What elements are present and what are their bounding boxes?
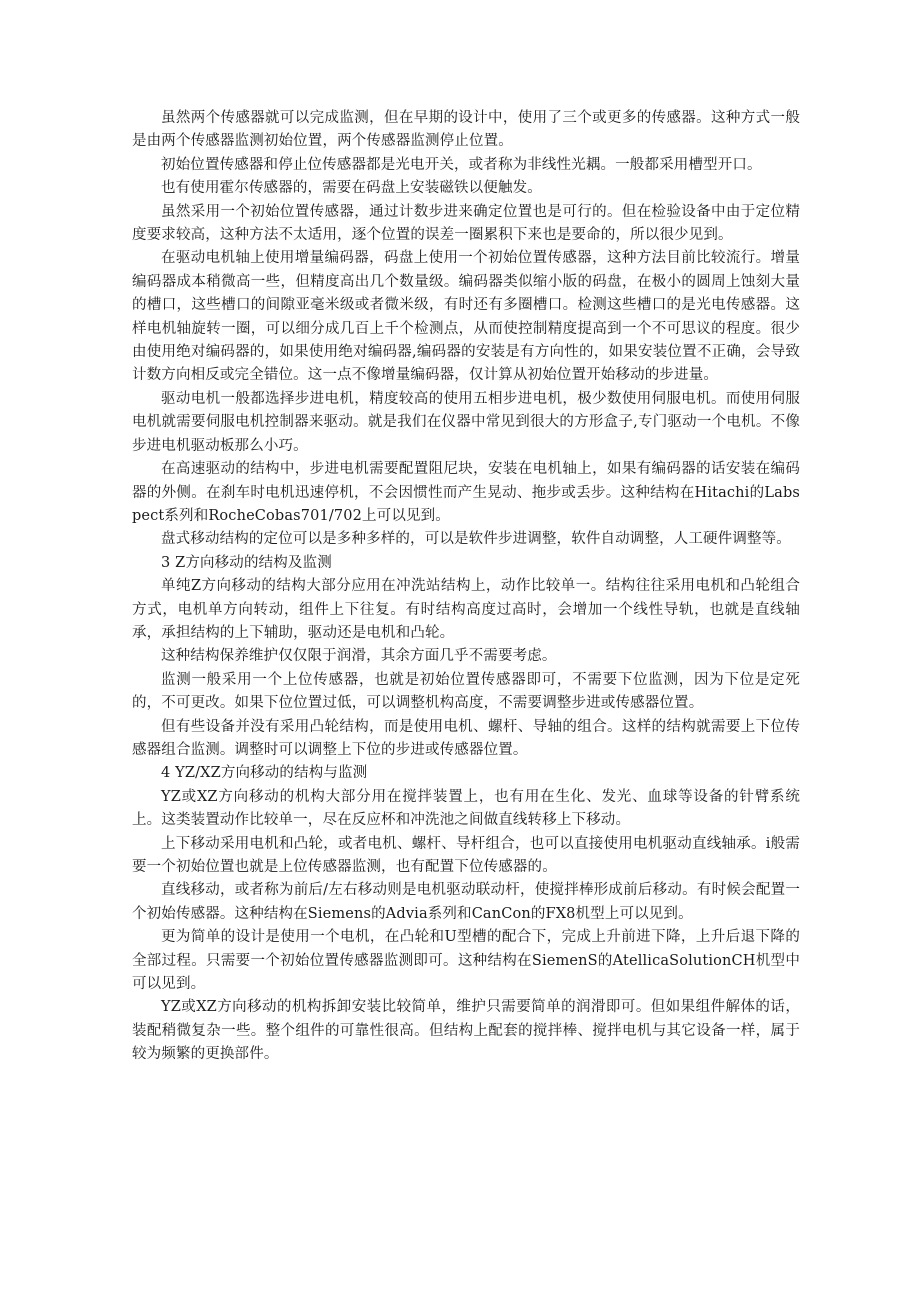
paragraph: 虽然采用一个初始位置传感器，通过计数步进来确定位置也是可行的。但在检验设备中由于定位精度要求较高，这种方法不太适用，逐个位置的误差一圈累积下来也是要命的，所以很少见到。: [132, 203, 800, 244]
paragraph: YZ或XZ方向移动的机构拆卸安装比较简单，维护只需要简单的润滑即可。但如果组件解体的话，装配稍微复杂一些。整个组件的可靠性很高。但结构上配套的搅拌棒、搅拌电机与其它设备一样，属于较为频繁的更换部件。: [132, 999, 800, 1063]
section-heading-4: 4 YZ/XZ方向移动的结构与监测: [161, 765, 368, 782]
paragraph: 在高速驱动的结构中，步进电机需要配置阻尼块，安装在电机轴上，如果有编码器的话安装在编码器的外侧。在刹车时电机迅速停机，不会因惯性而产生晃动、拖步或丢步。这种结构在Hitachi的Labspect系列和RocheCobas701/702上可以见到。: [132, 461, 800, 524]
paragraph: YZ或XZ方向移动的机构大部分用在搅拌装置上，也有用在生化、发光、血球等设备的针臂系统上。这类装置动作比较单一，尽在反应杯和冲洗池之间做直线转移上下移动。: [132, 788, 800, 829]
paragraph: 盘式移动结构的定位可以是多种多样的，可以是软件步进调整，软件自动调整，人工硬件调整等。: [161, 531, 791, 548]
paragraph: 驱动电机一般都选择步进电机，精度较高的使用五相步进电机，极少数使用伺服电机。而使用伺服电机就需要伺服电机控制器来驱动。就是我们在仪器中常见到很大的方形盒子,专门驱动一个电机。不像步进电机驱动板那么小巧。: [132, 390, 800, 454]
section-heading-3: 3 Z方向移动的结构及监测: [161, 554, 332, 571]
document-body: [132, 107, 800, 1067]
paragraph: 在驱动电机轴上使用增量编码器，码盘上使用一个初始位置传感器，这种方法目前比较流行。增量编码器成本稍微高一些，但精度高出几个数量级。编码器类似缩小版的码盘，在极小的圆周上蚀刻大量的槽口，这些槽口的间隙亚毫米级或者微米级，有时还有多圈槽口。检测这些槽口的是光电传感器。这样电机轴旋转一圈，可以细分成几百上千个检测点，从而使控制精度提高到一个不可思议的程度。很少由使用绝对编码器的，如果使用绝对编码器,编码器的安装是有方向性的，如果安装位置不正确，会导致计数方向相反或完全错位。这一点不像增量编码器，仅计算从初始位置开始移动的步进量。: [132, 250, 800, 384]
paragraph: 初始位置传感器和停止位传感器都是光电开关，或者称为非线性光耦。一般都采用槽型开口。: [161, 156, 762, 173]
paragraph: 但有些设备并没有采用凸轮结构，而是使用电机、螺杆、导轴的组合。这样的结构就需要上下位传感器组合监测。调整时可以调整上下位的步进或传感器位置。: [132, 718, 800, 758]
paragraph: 上下移动采用电机和凸轮，或者电机、螺杆、导杆组合，也可以直接使用电机驱动直线轴承。i般需要一个初始位置也就是上位传感器监测，也有配置下位传感器的。: [132, 835, 800, 875]
paragraph: 更为简单的设计是使用一个电机，在凸轮和U型槽的配合下，完成上升前进下降，上升后退下降的全部过程。只需要一个初始位置传感器监测即可。这种结构在SiemenS的AtellicaSolutionCH机型中可以见到。: [132, 929, 800, 993]
paragraph: 这种结构保养维护仅仅限于润滑，其余方面几乎不需要考虑。: [161, 648, 557, 665]
paragraph: 单纯Z方向移动的结构大部分应用在冲洗站结构上，动作比较单一。结构往往采用电机和凸轮组合方式，电机单方向转动，组件上下往复。有时结构高度过高时，会增加一个线性导轨，也就是直线轴承，承担结构的上下辅助，驱动还是电机和凸轮。: [132, 578, 800, 641]
paragraph: 虽然两个传感器就可以完成监测，但在早期的设计中，使用了三个或更多的传感器。这种方式一般是由两个传感器监测初始位置，两个传感器监测停止位置。: [132, 110, 800, 150]
paragraph: 直线移动，或者称为前后/左右移动则是电机驱动联动杆，使搅拌棒形成前后移动。有时候会配置一个初始传感器。这种结构在Siemens的Advia系列和CanCon的FX8机型上可以见到。: [132, 882, 800, 922]
paragraph: 监测一般采用一个上位传感器，也就是初始位置传感器即可，不需要下位监测，因为下位是定死的，不可更改。如果下位位置过低，可以调整机构高度，不需要调整步进或传感器位置。: [132, 671, 800, 712]
paragraph: 也有使用霍尔传感器的，需要在码盘上安装磁铁以便触发。: [161, 180, 542, 197]
